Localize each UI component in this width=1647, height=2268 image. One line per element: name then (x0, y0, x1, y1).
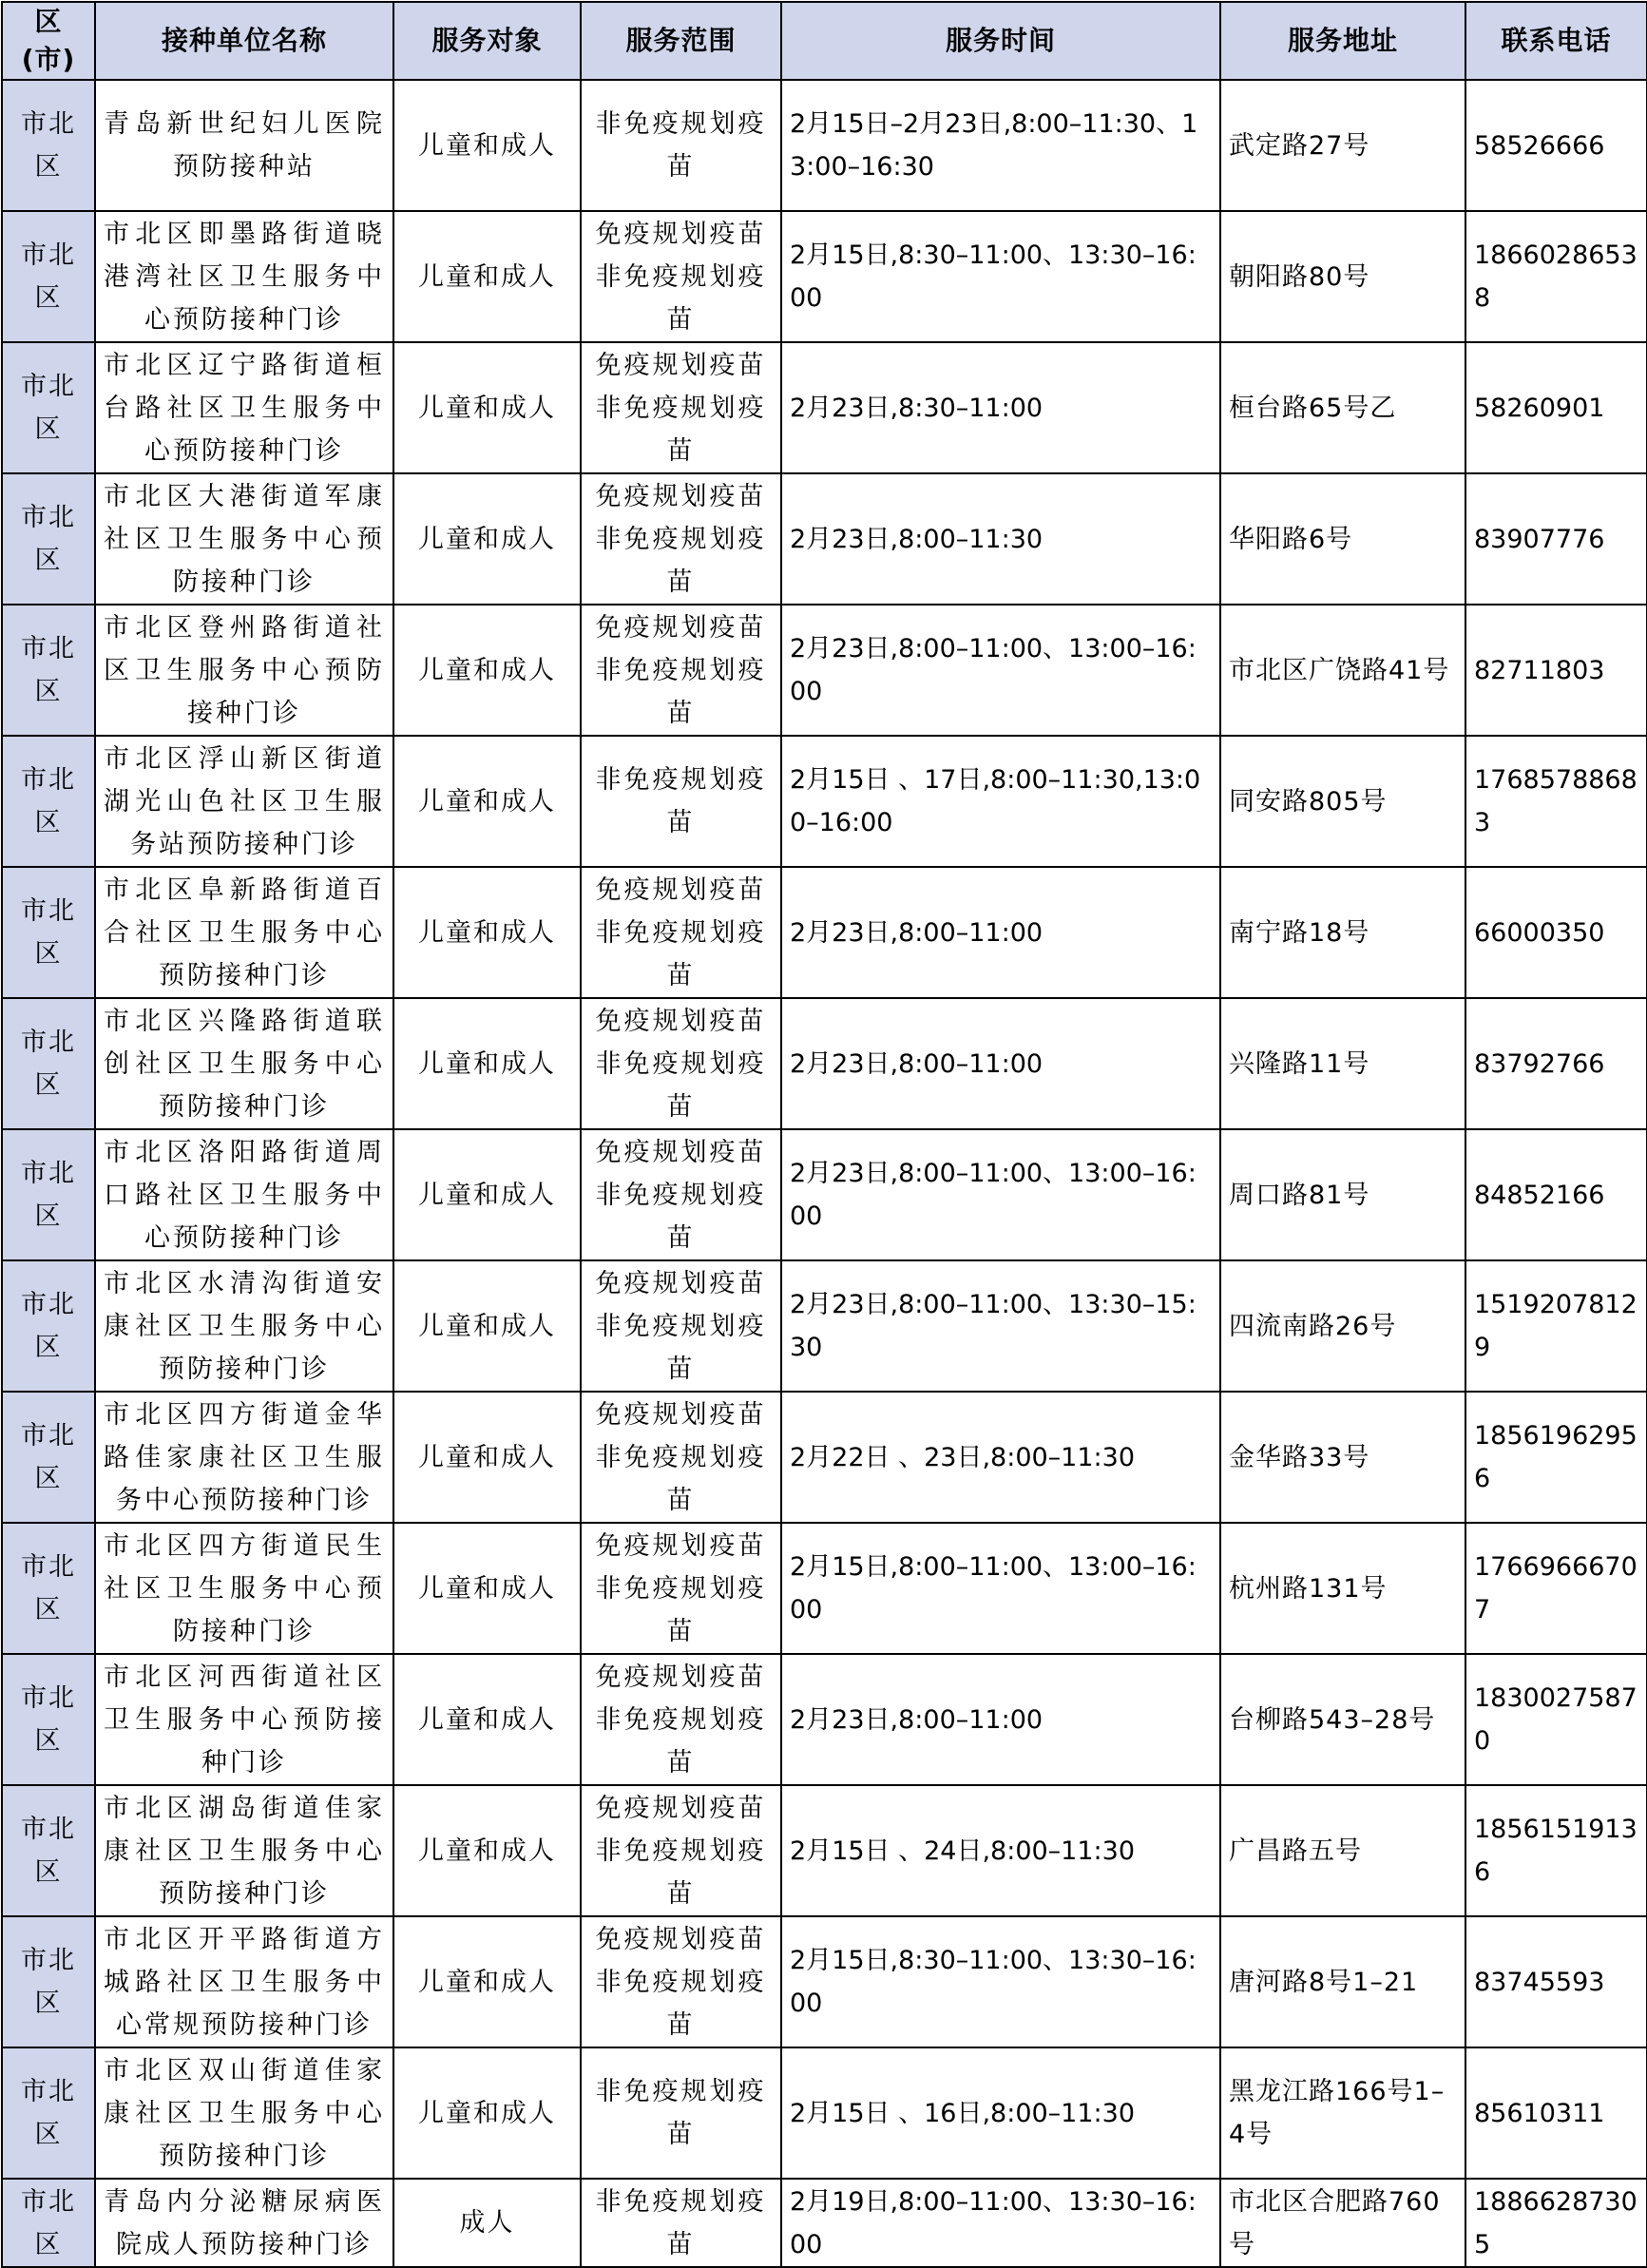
target-cell: 儿童和成人 (393, 342, 581, 473)
target-cell: 儿童和成人 (393, 2047, 581, 2179)
table-row (2, 1785, 1647, 1916)
target-cell: 儿童和成人 (393, 1654, 581, 1785)
service-time-cell: 2月22日 、23日,8:00–11:30 (781, 1392, 1220, 1523)
scope-cell: 免疫规划疫苗 非免疫规划疫苗 (581, 211, 781, 342)
address-cell: 台柳路543–28号 (1220, 1654, 1465, 1785)
district-cell: 市北区 (2, 211, 95, 342)
address-cell: 桓台路65号乙 (1220, 342, 1465, 473)
scope-cell: 免疫规划疫苗 非免疫规划疫苗 (581, 1129, 781, 1260)
phone-cell: 18660286538 (1465, 211, 1647, 342)
district-cell: 市北区 (2, 736, 95, 867)
phone-cell: 85610311 (1465, 2047, 1647, 2179)
column-header-phone: 联系电话 (1465, 2, 1647, 80)
service-time-cell: 2月15日,8:00–11:00、13:00–16:00 (781, 1523, 1220, 1654)
address-cell: 市北区合肥路760号 (1220, 2179, 1465, 2267)
scope-cell: 非免疫规划疫苗 (581, 2179, 781, 2267)
column-header-time: 服务时间 (781, 2, 1220, 80)
district-cell: 市北区 (2, 867, 95, 998)
target-cell: 儿童和成人 (393, 605, 581, 736)
table-row (2, 473, 1647, 605)
column-header-target: 服务对象 (393, 2, 581, 80)
scope-cell: 免疫规划疫苗 非免疫规划疫苗 (581, 1654, 781, 1785)
target-cell: 儿童和成人 (393, 1916, 581, 2047)
service-time-cell: 2月23日,8:00–11:00 (781, 1654, 1220, 1785)
scope-cell: 免疫规划疫苗 非免疫规划疫苗 (581, 605, 781, 736)
table-row (2, 211, 1647, 342)
site-name-cell: 市北区双山街道佳家康社区卫生服务中心预防接种门诊 (95, 2047, 393, 2179)
target-cell: 儿童和成人 (393, 1392, 581, 1523)
scope-cell: 免疫规划疫苗 非免疫规划疫苗 (581, 1392, 781, 1523)
address-cell: 广昌路五号 (1220, 1785, 1465, 1916)
scope-cell: 非免疫规划疫苗 (581, 2047, 781, 2179)
site-name-cell: 市北区大港街道军康社区卫生服务中心预防接种门诊 (95, 473, 393, 605)
table-row (2, 605, 1647, 736)
target-cell: 儿童和成人 (393, 1785, 581, 1916)
site-name-cell: 青岛新世纪妇儿医院预防接种站 (95, 80, 393, 211)
site-name-cell: 市北区登州路街道社区卫生服务中心预防接种门诊 (95, 605, 393, 736)
service-time-cell: 2月23日,8:00–11:00、13:00–16:00 (781, 605, 1220, 736)
table-row (2, 1523, 1647, 1654)
district-cell: 市北区 (2, 1523, 95, 1654)
phone-cell: 83792766 (1465, 998, 1647, 1129)
target-cell: 儿童和成人 (393, 473, 581, 605)
scope-cell: 免疫规划疫苗 非免疫规划疫苗 (581, 1785, 781, 1916)
table-row (2, 80, 1647, 211)
target-cell: 儿童和成人 (393, 1523, 581, 1654)
phone-cell: 18300275870 (1465, 1654, 1647, 1785)
table-row (2, 867, 1647, 998)
service-time-cell: 2月19日,8:00–11:00、13:30–16:00 (781, 2179, 1220, 2267)
district-cell: 市北区 (2, 80, 95, 211)
district-cell: 市北区 (2, 473, 95, 605)
service-time-cell: 2月15日,8:30–11:00、13:30–16:00 (781, 211, 1220, 342)
phone-cell: 18561962956 (1465, 1392, 1647, 1523)
phone-cell: 18561519136 (1465, 1785, 1647, 1916)
site-name-cell: 市北区辽宁路街道桓台路社区卫生服务中心预防接种门诊 (95, 342, 393, 473)
address-cell: 黑龙江路166号1–4号 (1220, 2047, 1465, 2179)
scope-cell: 免疫规划疫苗 非免疫规划疫苗 (581, 998, 781, 1129)
phone-cell: 17669666707 (1465, 1523, 1647, 1654)
scope-cell: 非免疫规划疫苗 (581, 80, 781, 211)
address-cell: 同安路805号 (1220, 736, 1465, 867)
district-cell: 市北区 (2, 1785, 95, 1916)
service-time-cell: 2月23日,8:30–11:00 (781, 342, 1220, 473)
phone-cell: 58526666 (1465, 80, 1647, 211)
phone-cell: 66000350 (1465, 867, 1647, 998)
address-cell: 杭州路131号 (1220, 1523, 1465, 1654)
service-time-cell: 2月23日,8:00–11:00 (781, 867, 1220, 998)
phone-cell: 84852166 (1465, 1129, 1647, 1260)
column-header-scope: 服务范围 (581, 2, 781, 80)
district-cell: 市北区 (2, 2047, 95, 2179)
target-cell: 儿童和成人 (393, 80, 581, 211)
scope-cell: 免疫规划疫苗 非免疫规划疫苗 (581, 342, 781, 473)
table-row (2, 1654, 1647, 1785)
target-cell: 儿童和成人 (393, 998, 581, 1129)
district-cell: 市北区 (2, 2179, 95, 2267)
phone-cell: 18866287305 (1465, 2179, 1647, 2267)
scope-cell: 免疫规划疫苗 非免疫规划疫苗 (581, 1523, 781, 1654)
service-time-cell: 2月15日,8:30–11:00、13:30–16:00 (781, 1916, 1220, 2047)
district-cell: 市北区 (2, 605, 95, 736)
site-name-cell: 青岛内分泌糖尿病医院成人预防接种门诊 (95, 2179, 393, 2267)
address-cell: 兴隆路11号 (1220, 998, 1465, 1129)
table-row (2, 1392, 1647, 1523)
site-name-cell: 市北区四方街道金华路佳家康社区卫生服务中心预防接种门诊 (95, 1392, 393, 1523)
site-name-cell: 市北区浮山新区街道湖光山色社区卫生服务站预防接种门诊 (95, 736, 393, 867)
address-cell: 周口路81号 (1220, 1129, 1465, 1260)
table-row (2, 1129, 1647, 1260)
site-name-cell: 市北区四方街道民生社区卫生服务中心预防接种门诊 (95, 1523, 393, 1654)
target-cell: 儿童和成人 (393, 1129, 581, 1260)
address-cell: 南宁路18号 (1220, 867, 1465, 998)
table-row (2, 1260, 1647, 1392)
scope-cell: 免疫规划疫苗 非免疫规划疫苗 (581, 1260, 781, 1392)
address-cell: 市北区广饶路41号 (1220, 605, 1465, 736)
district-cell: 市北区 (2, 342, 95, 473)
phone-cell: 15192078129 (1465, 1260, 1647, 1392)
site-name-cell: 市北区即墨路街道晓港湾社区卫生服务中心预防接种门诊 (95, 211, 393, 342)
site-name-cell: 市北区湖岛街道佳家康社区卫生服务中心预防接种门诊 (95, 1785, 393, 1916)
service-time-cell: 2月15日–2月23日,8:00–11:30、13:00–16:30 (781, 80, 1220, 211)
target-cell: 成人 (393, 2179, 581, 2267)
site-name-cell: 市北区阜新路街道百合社区卫生服务中心预防接种门诊 (95, 867, 393, 998)
site-name-cell: 市北区洛阳路街道周口路社区卫生服务中心预防接种门诊 (95, 1129, 393, 1260)
target-cell: 儿童和成人 (393, 1260, 581, 1392)
district-cell: 市北区 (2, 1654, 95, 1785)
vaccination-sites-table (1, 1, 1647, 2268)
address-cell: 武定路27号 (1220, 80, 1465, 211)
target-cell: 儿童和成人 (393, 211, 581, 342)
service-time-cell: 2月23日,8:00–11:30 (781, 473, 1220, 605)
target-cell: 儿童和成人 (393, 867, 581, 998)
header-row (2, 2, 1647, 80)
site-name-cell: 市北区河西街道社区卫生服务中心预防接种门诊 (95, 1654, 393, 1785)
site-name-cell: 市北区水清沟街道安康社区卫生服务中心预防接种门诊 (95, 1260, 393, 1392)
table-row (2, 736, 1647, 867)
address-cell: 金华路33号 (1220, 1392, 1465, 1523)
target-cell: 儿童和成人 (393, 736, 581, 867)
site-name-cell: 市北区开平路街道方城路社区卫生服务中心常规预防接种门诊 (95, 1916, 393, 2047)
phone-cell: 82711803 (1465, 605, 1647, 736)
phone-cell: 58260901 (1465, 342, 1647, 473)
service-time-cell: 2月23日,8:00–11:00、13:00–16:00 (781, 1129, 1220, 1260)
phone-cell: 83745593 (1465, 1916, 1647, 2047)
district-cell: 市北区 (2, 998, 95, 1129)
site-name-cell: 市北区兴隆路街道联创社区卫生服务中心预防接种门诊 (95, 998, 393, 1129)
table-row (2, 2047, 1647, 2179)
column-header-district: 区(市) (2, 2, 95, 80)
address-cell: 四流南路26号 (1220, 1260, 1465, 1392)
scope-cell: 免疫规划疫苗 非免疫规划疫苗 (581, 867, 781, 998)
address-cell: 朝阳路80号 (1220, 211, 1465, 342)
scope-cell: 免疫规划疫苗 非免疫规划疫苗 (581, 1916, 781, 2047)
address-cell: 唐河路8号1–21 (1220, 1916, 1465, 2047)
phone-cell: 17685788683 (1465, 736, 1647, 867)
phone-cell: 83907776 (1465, 473, 1647, 605)
service-time-cell: 2月15日 、16日,8:00–11:30 (781, 2047, 1220, 2179)
service-time-cell: 2月23日,8:00–11:00 (781, 998, 1220, 1129)
column-header-address: 服务地址 (1220, 2, 1465, 80)
district-cell: 市北区 (2, 1916, 95, 2047)
district-cell: 市北区 (2, 1129, 95, 1260)
scope-cell: 非免疫规划疫苗 (581, 736, 781, 867)
column-header-name: 接种单位名称 (95, 2, 393, 80)
service-time-cell: 2月23日,8:00–11:00、13:30–15:30 (781, 1260, 1220, 1392)
table-row (2, 342, 1647, 473)
scope-cell: 免疫规划疫苗 非免疫规划疫苗 (581, 473, 781, 605)
district-cell: 市北区 (2, 1260, 95, 1392)
table-row (2, 1916, 1647, 2047)
service-time-cell: 2月15日 、24日,8:00–11:30 (781, 1785, 1220, 1916)
service-time-cell: 2月15日 、17日,8:00–11:30,13:00–16:00 (781, 736, 1220, 867)
address-cell: 华阳路6号 (1220, 473, 1465, 605)
table-row (2, 998, 1647, 1129)
district-cell: 市北区 (2, 1392, 95, 1523)
